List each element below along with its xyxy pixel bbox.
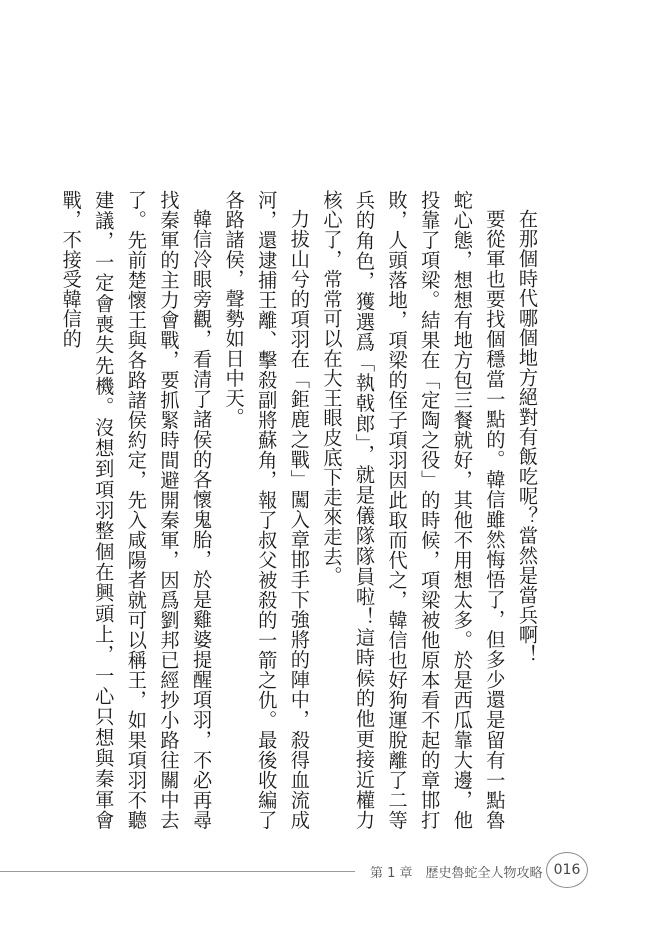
footer-rule: [0, 871, 355, 872]
paragraph-3: 力拔山兮的項羽在「鉅鹿之戰」闖入章邯手下強將的陣中，殺得血流成河，還逮捕王離、擊殺副將蘇角，報了叔父被殺的一箭之仇。最後收編了各路諸侯，聲勢如日中天。: [222, 190, 311, 830]
chapter-label: 第 1 章 歷史魯蛇全人物攻略: [370, 866, 543, 881]
page-footer: [0, 852, 663, 892]
paragraph-1: 在那個時代哪個地方絕對有飯吃呢？當然是當兵啊！: [516, 209, 539, 665]
body-text: [54, 190, 543, 830]
paragraph-4: 韓信冷眼旁觀，看清了諸侯的各懷鬼胎，於是雞婆提醒項羽，不必再尋找秦軍的主力會戰，要抓緊時間避開秦軍，因爲劉邦已經抄小路往關中去了。先前楚懷王與各路諸侯約定，先入咸陽者就可以稱王，如果項羽不聽建議，一定會喪失先機。沒想到項羽整個在興頭上，一心只想與秦軍會戰，不接受韓信的: [59, 190, 214, 830]
page-number: 016: [546, 852, 588, 888]
paragraph-2: 要從軍也要找個穩當一點的。韓信雖然悔悟了，但多少還是留有一點魯蛇心態，想想有地方包三餐就好，其他不用想太多。於是西瓜靠大邊，他投靠了項梁。結果在「定陶之役」的時候，項梁被他原本看不起的章邯打敗，人頭落地，項梁的侄子項羽因此取而代之，韓信也好狗運脫離了二等兵的角色，獲選爲「執戟郎」，就是儀隊隊員啦！這時候的他更接近權力核心了，常常可以在大王眼皮底下走來走去。: [320, 190, 507, 830]
